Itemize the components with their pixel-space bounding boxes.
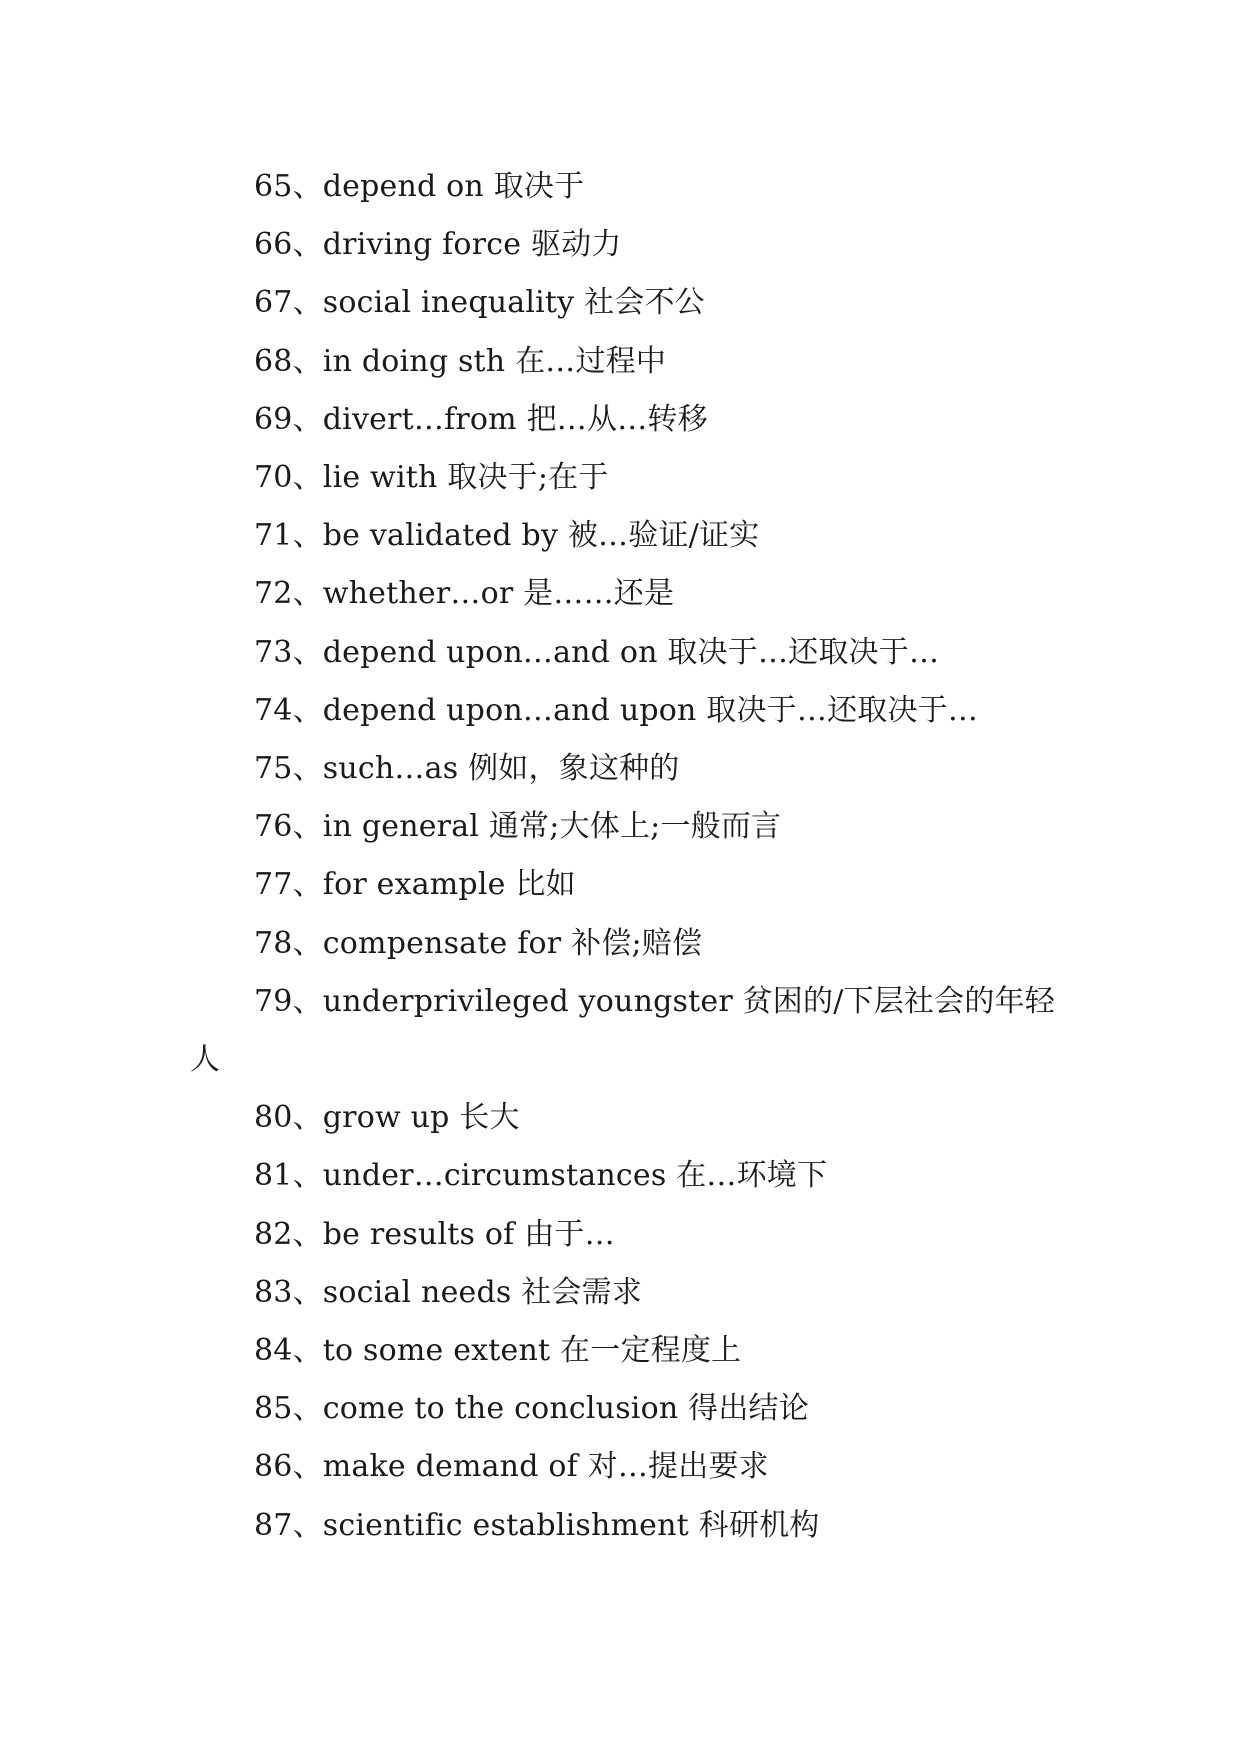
- entry-number: 74: [254, 692, 293, 728]
- list-item: [190, 740, 1070, 798]
- entry-chinese: 把…从…转移: [526, 401, 708, 437]
- entry-separator: 、: [292, 692, 323, 728]
- list-item: [190, 624, 1070, 682]
- entry-number: 82: [254, 1216, 293, 1252]
- entry-english: whether…or: [322, 576, 514, 612]
- entry-separator: 、: [292, 925, 323, 961]
- entry-separator: 、: [292, 169, 323, 204]
- entry-chinese: 社会需求: [521, 1274, 643, 1310]
- entry-english: under…circumstances: [322, 1158, 667, 1194]
- list-item: [190, 1322, 1070, 1380]
- entry-chinese: 取决于…还取决于…: [667, 634, 940, 670]
- entry-chinese: 社会不公: [584, 285, 705, 321]
- list-item: [190, 1147, 1070, 1205]
- entry-separator: 、: [292, 1274, 323, 1310]
- list-item: [190, 915, 1070, 973]
- entry-separator: 、: [292, 1100, 323, 1136]
- entry-separator: 、: [292, 867, 323, 903]
- entry-number: 84: [254, 1333, 293, 1369]
- entry-number: 67: [254, 285, 293, 321]
- entry-chinese: 得出结论: [688, 1391, 809, 1427]
- entry-english: depend upon…and upon: [322, 692, 697, 728]
- list-item: [190, 1206, 1070, 1264]
- entry-number: 77: [254, 867, 293, 903]
- entry-separator: 、: [292, 1449, 323, 1485]
- list-item: [190, 216, 1070, 274]
- entry-english: come to the conclusion: [322, 1391, 679, 1427]
- entry-number: 87: [254, 1507, 293, 1543]
- entry-number: 83: [254, 1274, 293, 1310]
- entry-chinese: 比如: [515, 867, 576, 903]
- entry-english: social inequality: [322, 285, 575, 321]
- entry-english: make demand of: [322, 1449, 578, 1485]
- entry-english: compensate for: [322, 925, 562, 961]
- entry-english: such…as: [322, 751, 459, 787]
- entry-separator: 、: [292, 227, 323, 263]
- entry-english: depend on: [322, 169, 484, 204]
- entry-english: scientific establishment: [322, 1507, 689, 1543]
- entry-separator: 、: [292, 1507, 323, 1543]
- entry-separator: 、: [292, 983, 323, 1019]
- list-item: [190, 973, 1070, 1089]
- entry-separator: 、: [292, 1158, 323, 1194]
- entry-chinese: 被…验证/证实: [567, 518, 760, 554]
- entry-separator: 、: [292, 751, 323, 787]
- list-item: [190, 856, 1070, 914]
- entry-number: 71: [254, 518, 293, 554]
- entry-number: 69: [254, 401, 293, 437]
- entry-chinese: 在…环境下: [676, 1158, 828, 1194]
- entry-chinese: 在…过程中: [515, 343, 667, 379]
- entry-number: 78: [254, 925, 293, 961]
- list-item: [190, 158, 1070, 216]
- entry-separator: 、: [292, 460, 323, 496]
- list-item: [190, 1264, 1070, 1322]
- entry-number: 66: [254, 227, 293, 263]
- entry-chinese: 对…提出要求: [587, 1449, 769, 1485]
- entry-separator: 、: [292, 518, 323, 554]
- entry-separator: 、: [292, 285, 323, 321]
- entry-separator: 、: [292, 401, 323, 437]
- entry-number: 72: [254, 576, 293, 612]
- list-item: [190, 391, 1070, 449]
- list-item: [190, 1089, 1070, 1147]
- list-item: [190, 682, 1070, 740]
- entry-chinese: 取决于…还取决于…: [706, 692, 979, 728]
- entry-number: 80: [254, 1100, 293, 1136]
- entry-number: 70: [254, 460, 293, 496]
- entry-english: in general: [322, 809, 480, 845]
- list-item: [190, 274, 1070, 332]
- entry-english: for example: [322, 867, 506, 903]
- entry-chinese: 科研机构: [698, 1507, 820, 1543]
- entry-separator: 、: [292, 1333, 323, 1369]
- entry-number: 68: [254, 343, 293, 379]
- entry-chinese: 贫困的/下层社会的年轻人: [190, 983, 1055, 1078]
- entry-separator: 、: [292, 343, 323, 379]
- entry-english: depend upon…and on: [322, 634, 658, 670]
- list-item: [190, 798, 1070, 856]
- entry-english: divert…from: [322, 401, 517, 437]
- entry-chinese: 通常;大体上;一般而言: [488, 809, 782, 845]
- entry-english: in doing sth: [322, 343, 506, 379]
- entry-chinese: 取决于;在于: [447, 460, 609, 496]
- list-item: [190, 1380, 1070, 1438]
- entry-english: underprivileged youngster: [322, 983, 733, 1019]
- entry-chinese: 长大: [459, 1100, 520, 1136]
- list-item: [190, 333, 1070, 391]
- list-item: [190, 1497, 1070, 1555]
- entry-number: 76: [254, 809, 293, 845]
- entry-english: grow up: [322, 1100, 450, 1136]
- entry-number: 81: [254, 1158, 293, 1194]
- entry-number: 73: [254, 634, 293, 670]
- entry-english: driving force: [322, 227, 522, 263]
- entry-chinese: 由于…: [524, 1216, 615, 1252]
- entry-number: 86: [254, 1449, 293, 1485]
- entry-chinese: 例如，象这种的: [468, 751, 680, 787]
- entry-number: 75: [254, 751, 293, 787]
- entry-english: be validated by: [322, 518, 559, 554]
- entry-english: lie with: [322, 460, 438, 496]
- entry-number: 85: [254, 1391, 293, 1427]
- list-item: [190, 507, 1070, 565]
- entry-english: social needs: [322, 1274, 512, 1310]
- entry-number: 79: [254, 983, 293, 1019]
- list-item: [190, 565, 1070, 623]
- entry-separator: 、: [292, 1216, 323, 1252]
- list-item: [190, 449, 1070, 507]
- list-item: [190, 1438, 1070, 1496]
- entry-english: to some extent: [322, 1333, 551, 1369]
- entry-separator: 、: [292, 809, 323, 845]
- entry-chinese: 是……还是: [523, 576, 675, 612]
- entry-chinese: 补偿;赔偿: [571, 925, 703, 961]
- entry-separator: 、: [292, 634, 323, 670]
- entry-chinese: 取决于: [493, 169, 585, 204]
- entry-english: be results of: [322, 1216, 515, 1252]
- entry-separator: 、: [292, 576, 323, 612]
- entry-separator: 、: [292, 1391, 323, 1427]
- vocabulary-list: [190, 158, 1070, 1555]
- entry-number: 65: [254, 169, 293, 204]
- entry-chinese: 驱动力: [530, 227, 622, 263]
- entry-chinese: 在一定程度上: [560, 1333, 742, 1369]
